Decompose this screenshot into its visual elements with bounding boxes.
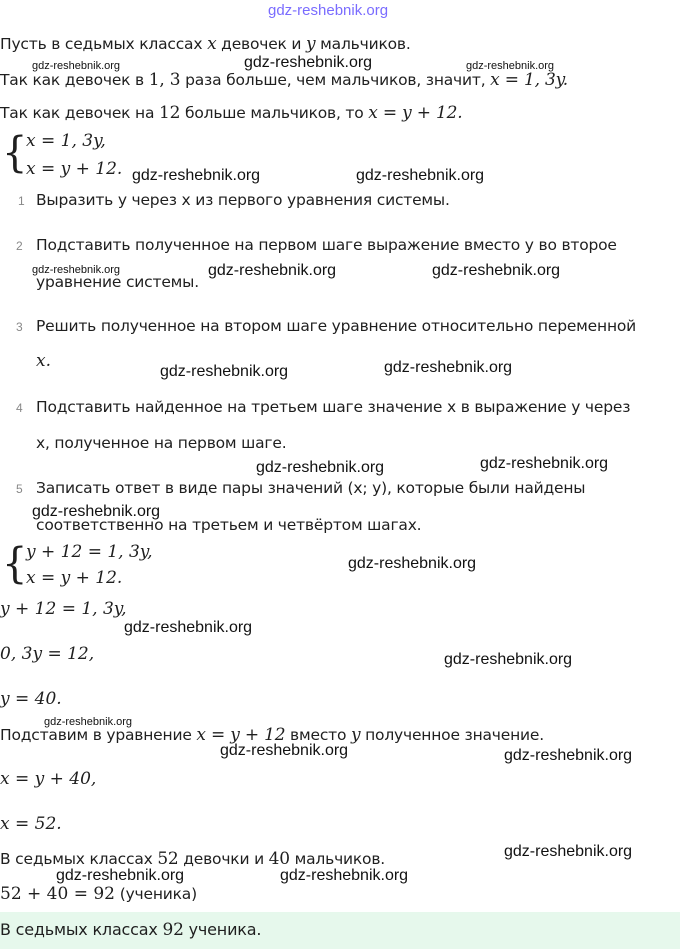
system1-eq1: x = 1, 3y,: [26, 131, 106, 151]
text: полученное значение.: [360, 726, 544, 744]
var-x: x: [207, 34, 217, 54]
watermark: gdz-reshebnik.org: [220, 742, 349, 759]
watermark: gdz-reshebnik.org: [208, 262, 337, 279]
watermark: gdz-reshebnik.org: [32, 264, 121, 276]
step-number: 1: [18, 194, 25, 208]
sum-equation: 52 + 40 = 92: [0, 884, 115, 904]
number: 40: [268, 849, 290, 869]
watermark: gdz-reshebnik.org: [384, 359, 513, 376]
watermark-top: gdz-reshebnik.org: [268, 2, 389, 19]
system2-eq1: y + 12 = 1, 3y,: [26, 542, 153, 562]
sum-line: [0, 884, 197, 904]
text: Так как девочек на: [0, 104, 160, 122]
text: Подставим в уравнение: [0, 726, 197, 744]
watermark: gdz-reshebnik.org: [466, 60, 555, 72]
watermark: gdz-reshebnik.org: [160, 363, 289, 380]
number: 52: [157, 849, 179, 869]
intro-line-3: [0, 103, 462, 123]
watermark: gdz-reshebnik.org: [256, 459, 385, 476]
watermark: gdz-reshebnik.org: [480, 455, 609, 472]
answer-text: [0, 920, 261, 940]
watermark: gdz-reshebnik.org: [432, 262, 561, 279]
watermark: gdz-reshebnik.org: [280, 867, 409, 884]
step-2-text: Подставить полученное на первом шаге выражение вместо y во второе: [36, 236, 617, 254]
watermark: gdz-reshebnik.org: [32, 60, 121, 72]
watermark: gdz-reshebnik.org: [444, 651, 573, 668]
watermark: gdz-reshebnik.org: [244, 54, 373, 71]
watermark: gdz-reshebnik.org: [32, 503, 161, 520]
answer-box: [0, 912, 680, 949]
step-number: 4: [16, 401, 23, 415]
watermark: gdz-reshebnik.org: [124, 619, 253, 636]
text: Так как девочек в: [0, 71, 149, 89]
solve-step-4: x = y + 40,: [0, 769, 97, 789]
text: раза больше, чем мальчиков, значит,: [180, 71, 491, 89]
step-4-text: Подставить найденное на третьем шаге значение x в выражение y через: [36, 398, 631, 416]
solve-step-3: y = 40.: [0, 689, 62, 709]
text: девочки и: [178, 850, 269, 868]
var-y: y: [306, 34, 316, 54]
sum-unit: (ученика): [115, 885, 197, 903]
number: 1, 3: [148, 70, 181, 90]
intro-line-2: [0, 70, 568, 90]
step-5-text: Записать ответ в виде пары значений (x; y), которые были найдены: [36, 479, 586, 497]
intro-line-1: [0, 34, 411, 54]
step-5-text-cont: соответственно на третьем и четвёртом шагах.: [36, 516, 422, 534]
brace-icon: {: [2, 128, 28, 178]
step-1-text: Выразить y через x из первого уравнения системы.: [36, 191, 450, 209]
solve-step-2: 0, 3y = 12,: [0, 644, 95, 664]
solve-step-1: y + 12 = 1, 3y,: [0, 599, 127, 619]
var-y: y: [350, 725, 361, 745]
text: В седьмых классах: [0, 850, 158, 868]
solve-step-5: x = 52.: [0, 814, 62, 834]
step-3-text-cont: x.: [36, 351, 51, 371]
step-2-text-cont: уравнение системы.: [36, 273, 199, 291]
text: девочек и: [216, 35, 307, 53]
equation: x = y + 12.: [368, 103, 463, 123]
number: 92: [162, 920, 184, 940]
watermark: gdz-reshebnik.org: [56, 867, 185, 884]
text: В седьмых классах: [0, 920, 163, 939]
text: больше мальчиков, то: [180, 104, 369, 122]
number: 12: [159, 103, 181, 123]
watermark: gdz-reshebnik.org: [348, 555, 477, 572]
watermark: gdz-reshebnik.org: [44, 716, 133, 728]
step-number: 5: [16, 482, 23, 496]
watermark: gdz-reshebnik.org: [504, 747, 633, 764]
system1-eq2: x = y + 12.: [26, 159, 123, 179]
equation: x = 1, 3y.: [490, 70, 569, 90]
watermark: gdz-reshebnik.org: [504, 843, 633, 860]
watermark: gdz-reshebnik.org: [356, 167, 485, 184]
brace-icon: {: [2, 539, 28, 589]
text: мальчиков.: [289, 850, 386, 868]
step-3-text: Решить полученное на втором шаге уравнение относительно переменной: [36, 317, 637, 335]
watermark: gdz-reshebnik.org: [132, 167, 261, 184]
system2-eq2: x = y + 12.: [26, 568, 123, 588]
text: мальчиков.: [315, 35, 411, 53]
step-4-text-cont: x, полученное на первом шаге.: [36, 434, 287, 452]
text: Пусть в седьмых классах: [0, 35, 208, 53]
step-number: 3: [16, 320, 23, 334]
text: ученика.: [183, 920, 262, 939]
result-line: [0, 849, 385, 869]
text: вместо: [285, 726, 351, 744]
equation: x = y + 12: [196, 725, 286, 745]
step-number: 2: [16, 239, 23, 253]
